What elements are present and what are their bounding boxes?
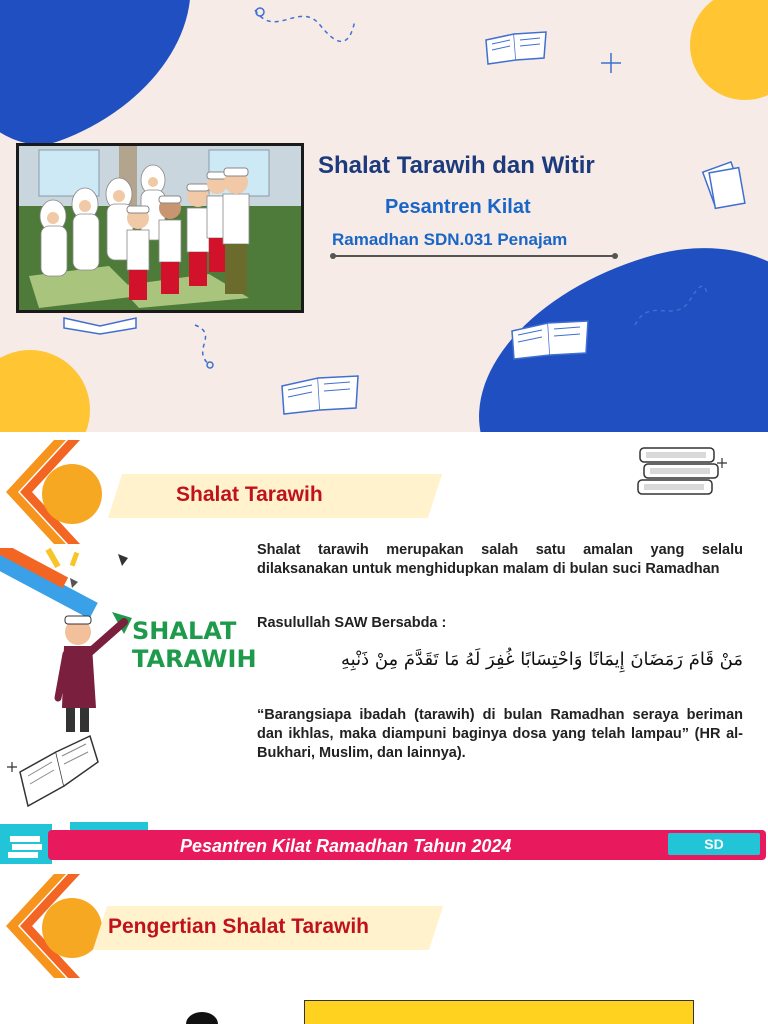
hadith-intro: Rasulullah SAW Bersabda : [257,615,447,631]
slide-title: Shalat Tarawih dan Witir [318,152,595,179]
sparkle-icon [600,52,622,74]
label-line: SHALAT [132,617,237,645]
open-book-icon [278,370,360,418]
arabic-hadith: مَنْ قَامَ رَمَضَانَ إِيمَانًا وَاحْتِسَابًا غُفِرَ لَهُ مَا تَقَدَّمَ مِنْ ذَنْبِهِ [341,649,743,670]
figure-head-illustration [184,1008,220,1024]
dashed-doodle-icon [630,285,710,330]
open-book-icon [482,28,550,66]
school-name: Ramadhan SDN.031 Penajam [332,230,568,249]
section-heading: Shalat Tarawih [176,483,323,506]
teacher-illustration [52,608,136,738]
orange-arrow-decoration [4,872,114,982]
praying-children-illustration [16,143,304,313]
tarawih-slide [0,432,768,864]
section-heading: Pengertian Shalat Tarawih [108,915,370,938]
open-book-icon [60,312,140,336]
book-stack-icon [634,440,730,510]
slide-subtitle: Pesantren Kilat [385,196,531,218]
books-icon [6,832,46,860]
dashed-doodle-icon [250,0,360,50]
dashed-doodle-icon [190,320,230,370]
footer-cyan-tab [70,822,148,830]
paragraph-text: Shalat tarawih merupakan salah satu amalan yang selalu dilaksanakan untuk menghidupkan malam di bulan suci Ramadhan [257,542,743,577]
definition-box [304,1000,694,1024]
open-book-icon [6,732,106,810]
level-badge: SD [668,833,760,855]
yellow-circle-decoration [0,350,90,432]
paper-sheets-icon [700,160,750,210]
orange-arrow-decoration [4,438,114,548]
shalat-tarawih-label [132,617,257,673]
definition-slide [0,864,768,1024]
hadith-translation: “Barangsiapa ibadah (tarawih) di bulan Ramadhan seraya beriman dan ikhlas, maka diampuni baginya dosa yang telah lampau” (HR al-Bukhari, Muslim, dan lainnya). [257,707,743,761]
open-book-icon [508,315,590,363]
divider-line [332,255,616,257]
title-slide [0,0,768,432]
label-line: TARAWIH [132,645,257,673]
yellow-circle-decoration [690,0,768,100]
footer-text: Pesantren Kilat Ramadhan Tahun 2024 [180,836,512,856]
